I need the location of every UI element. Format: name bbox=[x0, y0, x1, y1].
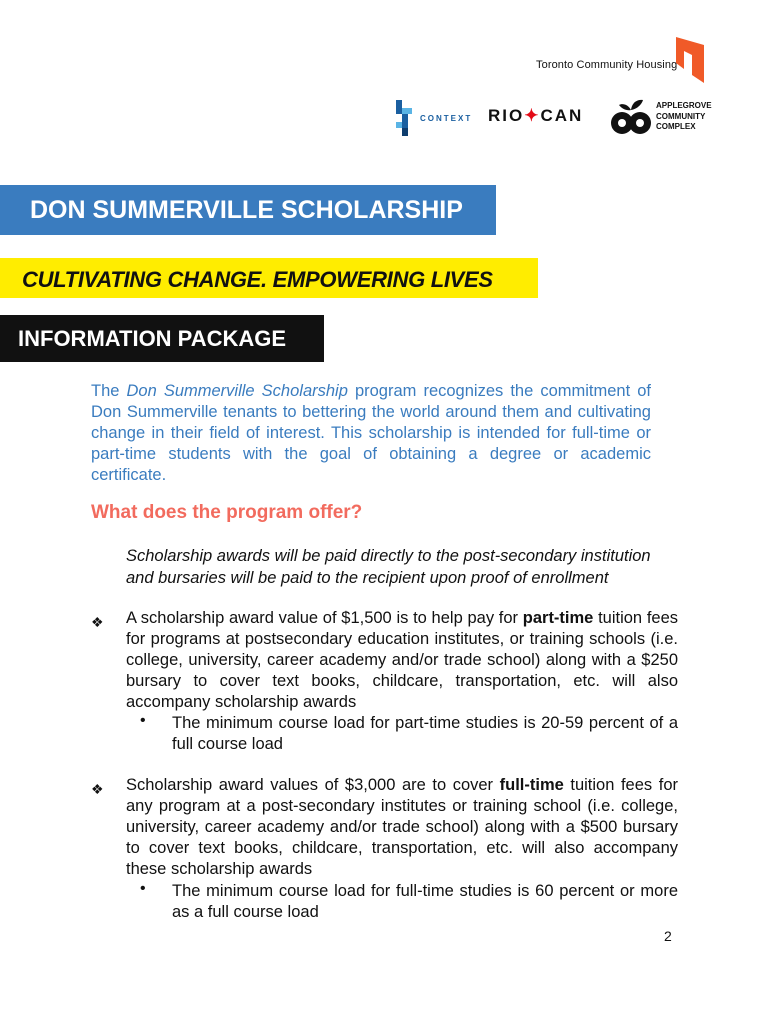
title-banner bbox=[0, 185, 496, 235]
applegrove-line-1: APPLEGROVE bbox=[656, 101, 712, 110]
offer-subitem: The minimum course load for full-time studies is 60 percent or more as a full course load bbox=[172, 882, 678, 921]
diamond-bullet-icon: ❖ bbox=[91, 614, 104, 630]
applegrove-logo-text bbox=[656, 101, 712, 133]
info-banner bbox=[0, 315, 324, 362]
offer-item-bold: full-time bbox=[499, 776, 564, 794]
riocan-text-right: CAN bbox=[540, 106, 584, 125]
diamond-bullet-icon: ❖ bbox=[91, 781, 104, 797]
offer-item-post: tuition fees for programs at postsecondary education institutes, or training schools (i.e. college, university, career academy and/or trade school) along with a $250 bursary to cover text books, childcare, transportation, etc. will also accompany scholarship awards bbox=[126, 609, 679, 711]
offer-subitem: The minimum course load for part-time studies is 20-59 percent of a full course load bbox=[172, 714, 678, 753]
sub-bullet-icon: • bbox=[140, 712, 146, 729]
offer-item-bold: part-time bbox=[522, 609, 594, 627]
tagline-text: CULTIVATING CHANGE. EMPOWERING LIVES bbox=[22, 267, 493, 292]
tagline-banner bbox=[0, 258, 538, 298]
maple-leaf-icon: ✦ bbox=[524, 106, 541, 125]
tch-logo-text: Toronto Community Housing bbox=[536, 59, 678, 71]
tch-logo-icon bbox=[674, 37, 706, 83]
riocan-logo bbox=[488, 106, 583, 126]
program-name: Don Summerville Scholarship bbox=[126, 382, 348, 400]
applegrove-line-2: COMMUNITY bbox=[656, 111, 706, 121]
offer-note: Scholarship awards will be paid directly to the post-secondary institution and bursaries will be paid to the recipient upon proof of enrollment bbox=[126, 547, 651, 587]
intro-prefix: The bbox=[91, 382, 127, 400]
intro-paragraph bbox=[91, 381, 651, 486]
applegrove-line-3: COMPLEX bbox=[656, 122, 696, 131]
offer-item-pre: A scholarship award value of $1,500 is to help pay for bbox=[126, 609, 523, 627]
offer-item bbox=[126, 608, 678, 713]
page-title: DON SUMMERVILLE SCHOLARSHIP bbox=[30, 196, 463, 224]
sub-bullet-icon: • bbox=[140, 880, 146, 897]
offer-item bbox=[126, 775, 678, 880]
applegrove-logo-icon bbox=[610, 96, 652, 136]
offer-item-post: tuition fees for any program at a post-secondary institutes or training school (i.e. college, university, career academy and/or trade school) along with a $500 bursary to cover text books, childcare, transportation, etc. will also accompany these scholarship awards bbox=[126, 776, 678, 878]
offer-heading: What does the program offer? bbox=[91, 502, 363, 523]
riocan-text-left: RIO bbox=[488, 106, 525, 125]
intro-rest: program recognizes the commitment of Don Summerville tenants to bettering the world around them and cultivating change in their field of interest. This scholarship is intended for full-time or part-time students with the goal of obtaining a degree or academic certificate. bbox=[91, 382, 651, 484]
page-number: 2 bbox=[664, 928, 672, 944]
context-logo-icon bbox=[396, 100, 414, 136]
info-package-heading: INFORMATION PACKAGE bbox=[18, 326, 287, 351]
context-logo-text: CONTEXT bbox=[420, 114, 473, 123]
offer-item-pre: Scholarship award values of $3,000 are to cover bbox=[126, 776, 500, 794]
